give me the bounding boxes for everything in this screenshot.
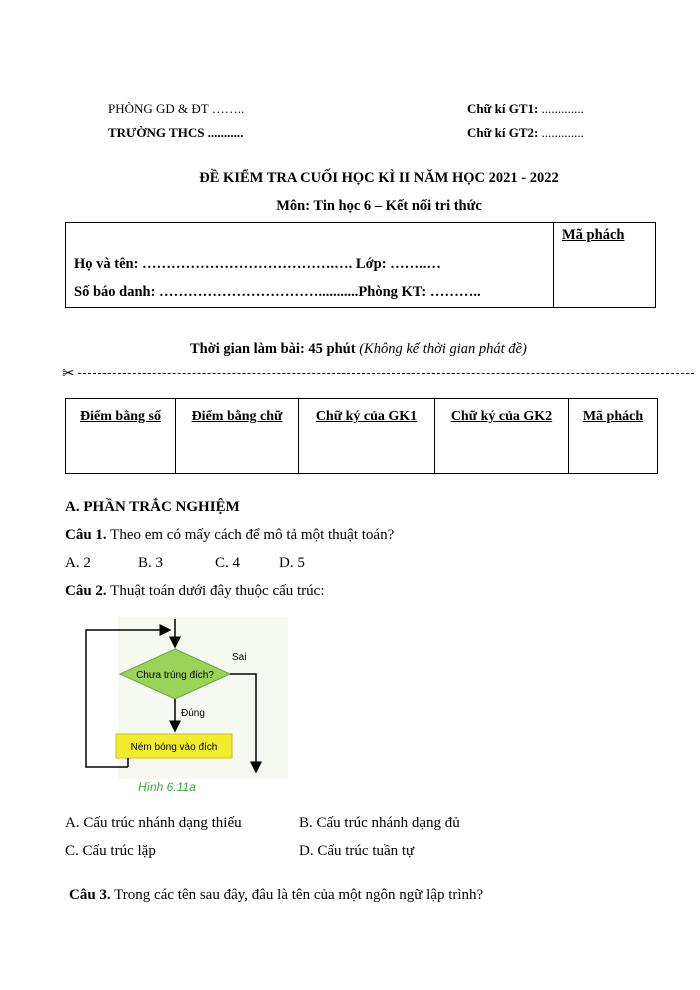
examiner1-signature [467,101,584,117]
time-note: (Không kể thời gian phát đề) [359,341,527,357]
q1-text: Theo em có mấy cách để mô tả một thuật toán? [106,527,395,543]
code-label: Mã phách [562,227,625,243]
examiner2-dots: ............. [538,125,584,140]
grade-header-gk1: Chữ ký của GK1 [299,399,435,474]
q2-option-b[interactable]: B. Cấu trúc nhánh dạng đủ [299,815,460,831]
cut-line [78,373,694,374]
q2-option-c[interactable]: C. Cấu trúc lặp [65,843,156,859]
true-label: Đúng [181,708,205,719]
q2-option-a[interactable]: A. Cấu trúc nhánh dạng thiếu [65,815,242,831]
grade-table [65,398,658,474]
student-info-box [65,222,656,308]
exam-subject: Môn: Tin học 6 – Kết nối tri thức [276,198,482,214]
examiner2-signature [467,125,584,141]
school-label: TRƯỜNG THCS ........... [108,125,244,140]
false-label: Sai [232,652,247,663]
section-a-title: A. PHẦN TRẮC NGHIỆM [65,499,240,515]
exam-time [190,341,527,358]
grade-header-code: Mã phách [569,399,658,474]
question-2 [65,583,325,600]
q2-text: Thuật toán dưới đây thuộc cấu trúc: [106,583,325,599]
time-main: Thời gian làm bài: 45 phút [190,341,360,357]
examiner1-label: Chữ kí GT1: [467,101,539,116]
grade-header-gk2: Chữ ký của GK2 [435,399,569,474]
grade-header-number: Điểm bằng số [66,399,176,474]
exam-title: ĐỀ KIỂM TRA CUỐI HỌC KÌ II NĂM HỌC 2021 - 2022 [199,170,559,186]
student-id-line[interactable]: Số báo danh: ……………………………...........Phòng KT: ……….. [74,284,481,300]
q1-option-d[interactable]: D. 5 [279,555,305,571]
department-label: PHÒNG GD & ĐT …….. [108,101,245,116]
examiner2-label: Chữ kí GT2: [467,125,539,140]
flowchart-figure [78,617,288,797]
question-1 [65,527,394,544]
action-text: Ném bóng vào đích [130,742,218,753]
figure-caption: Hình 6.11a [138,780,196,794]
q1-label: Câu 1. [65,527,107,543]
student-name-line[interactable]: Họ và tên: ………………………………….…. Lớp: ……..… [74,256,441,272]
q1-option-c[interactable]: C. 4 [215,555,241,571]
condition-text: Chưa trúng đích? [136,670,214,681]
grade-header-words: Điểm bằng chữ [176,399,299,474]
examiner1-dots: ............. [538,101,584,116]
q3-text: Trong các tên sau đây, đâu là tên của một ngôn ngữ lập trình? [110,887,484,903]
q2-option-d[interactable]: D. Cấu trúc tuần tự [299,843,415,859]
question-3 [69,887,483,904]
q1-option-b[interactable]: B. 3 [138,555,164,571]
q3-label: Câu 3. [69,887,111,903]
q2-label: Câu 2. [65,583,107,599]
box-divider [553,223,554,307]
q1-option-a[interactable]: A. 2 [65,555,91,571]
scissors-icon: ✂ [62,366,75,382]
